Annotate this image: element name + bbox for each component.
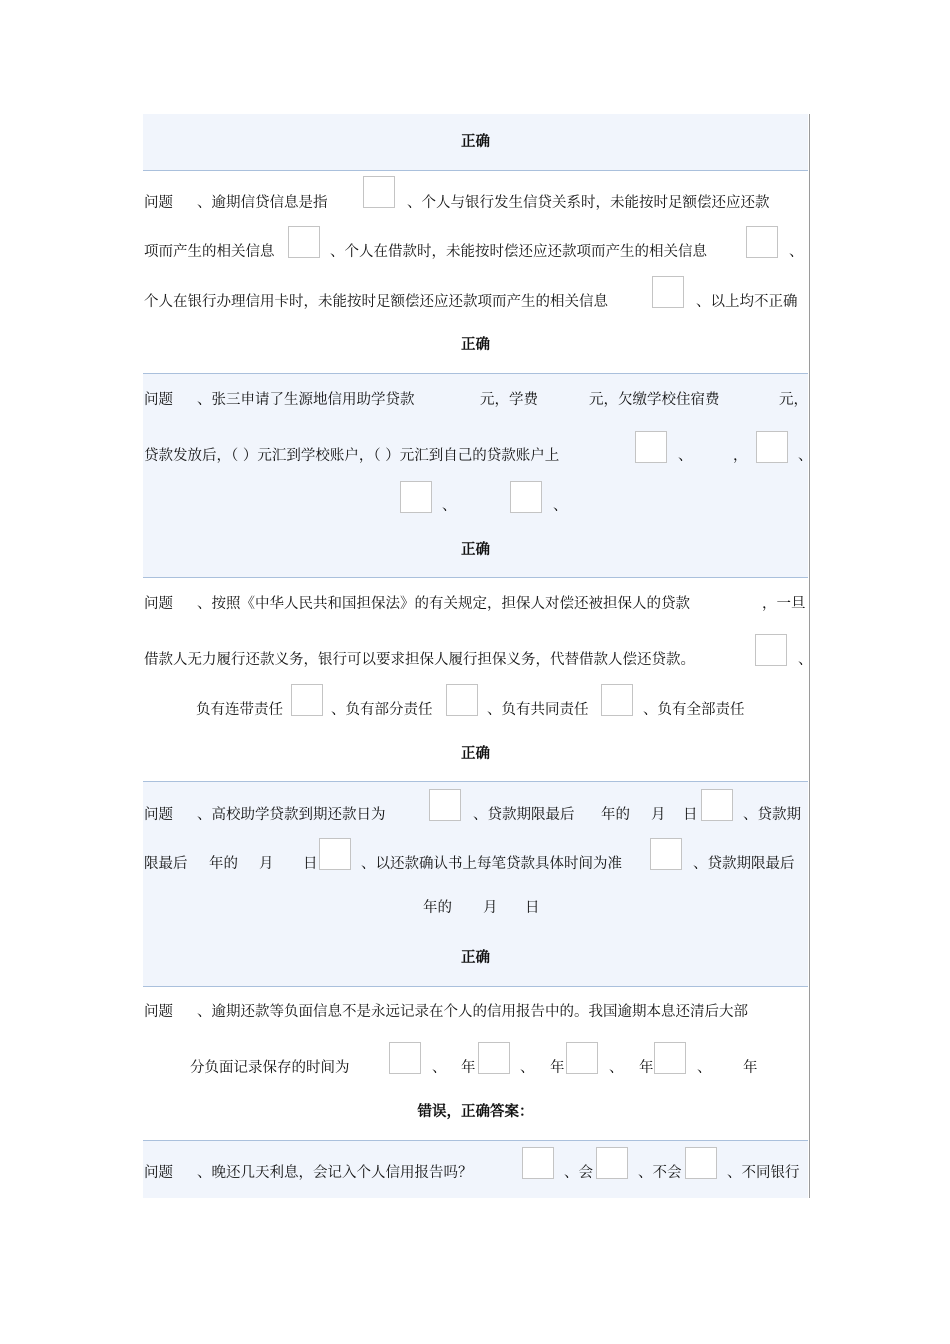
option-text: 、不同银行 xyxy=(727,1165,800,1181)
question-text: 、逾期信贷信息是指 xyxy=(197,195,328,211)
option-radio[interactable] xyxy=(596,1147,628,1179)
option-text: 、负有全部责任 xyxy=(643,702,745,718)
question-text: 、晚还几天利息，会记入个人信用报告吗？ xyxy=(197,1165,473,1181)
question-label: 问题 xyxy=(144,195,173,211)
option-radio[interactable] xyxy=(288,226,320,258)
option-text: 月 xyxy=(651,807,666,823)
option-text: 、个人与银行发生信贷关系时，未能按时足额偿还应还款 xyxy=(407,195,770,211)
question-text: 分负面记录保存的时间为 xyxy=(190,1060,350,1076)
option-radio[interactable] xyxy=(635,431,667,463)
question-label: 问题 xyxy=(144,392,173,408)
option-radio[interactable] xyxy=(363,176,395,208)
option-text: 、 xyxy=(678,448,693,464)
option-text: 、贷款期限最后 xyxy=(693,856,795,872)
option-radio[interactable] xyxy=(389,1042,421,1074)
option-text: 年的 xyxy=(209,856,238,872)
option-text: 个人在银行办理信用卡时，未能按时足额偿还应还款项而产生的相关信息 xyxy=(144,294,608,310)
option-radio[interactable] xyxy=(756,431,788,463)
option-text: 日 xyxy=(525,900,540,916)
option-text: 、贷款期限最后 xyxy=(473,807,575,823)
option-radio[interactable] xyxy=(601,684,633,716)
option-text: 年的 xyxy=(423,900,452,916)
option-radio[interactable] xyxy=(654,1042,686,1074)
option-text: ， xyxy=(733,448,748,464)
option-text: 日 xyxy=(303,856,318,872)
option-radio[interactable] xyxy=(650,838,682,870)
result-label: 正确 xyxy=(461,746,490,762)
option-radio[interactable] xyxy=(510,481,542,513)
question-text: 元，欠缴学校住宿费 xyxy=(589,392,720,408)
option-text: 、 xyxy=(520,1060,535,1076)
result-label: 正确 xyxy=(461,542,490,558)
option-radio[interactable] xyxy=(755,634,787,666)
question-label: 问题 xyxy=(144,596,173,612)
option-text: 、 xyxy=(697,1060,712,1076)
question-text: 、按照《中华人民共和国担保法》的有关规定，担保人对偿还被担保人的贷款 xyxy=(197,596,690,612)
option-text: 、负有部分责任 xyxy=(331,702,433,718)
option-text: 、负有共同责任 xyxy=(487,702,589,718)
option-radio[interactable] xyxy=(522,1147,554,1179)
option-text: 、会 xyxy=(564,1165,593,1181)
option-text: 负有连带责任 xyxy=(196,702,283,718)
option-text: 项而产生的相关信息 xyxy=(144,244,275,260)
question-text: 、张三申请了生源地信用助学贷款 xyxy=(197,392,415,408)
option-radio[interactable] xyxy=(400,481,432,513)
option-text: 年 xyxy=(639,1060,654,1076)
option-text: 、不会 xyxy=(638,1165,682,1181)
question-label: 问题 xyxy=(144,807,173,823)
option-text: 年的 xyxy=(601,807,630,823)
option-text: 限最后 xyxy=(144,856,188,872)
question-text: 元， xyxy=(779,392,808,408)
option-text: 日 xyxy=(683,807,698,823)
quiz-results-panel xyxy=(143,114,813,1198)
option-radio[interactable] xyxy=(319,838,351,870)
option-text: 、 xyxy=(609,1060,624,1076)
question-text: ，一旦 xyxy=(762,596,806,612)
option-text: 、 xyxy=(553,498,568,514)
option-text: 、以还款确认书上每笔贷款具体时间为准 xyxy=(361,856,622,872)
option-text: 、贷款期 xyxy=(743,807,801,823)
result-label: 正确 xyxy=(461,134,490,150)
option-radio[interactable] xyxy=(652,276,684,308)
question-label: 问题 xyxy=(144,1165,173,1181)
option-text: 、 xyxy=(432,1060,447,1076)
option-text: 、 xyxy=(442,498,457,514)
option-text: 、 xyxy=(798,652,813,668)
option-radio[interactable] xyxy=(685,1147,717,1179)
result-label: 正确 xyxy=(461,950,490,966)
option-text: 、以上均不正确 xyxy=(696,294,798,310)
option-text: 月 xyxy=(483,900,498,916)
option-radio[interactable] xyxy=(701,789,733,821)
result-label: 正确 xyxy=(461,337,490,353)
option-text: 、 xyxy=(789,244,804,260)
question-text: 借款人无力履行还款义务，银行可以要求担保人履行担保义务，代替借款人偿还贷款。 xyxy=(144,652,695,668)
option-text: 月 xyxy=(259,856,274,872)
option-text: 、个人在借款时，未能按时偿还应还款项而产生的相关信息 xyxy=(330,244,707,260)
option-radio[interactable] xyxy=(746,226,778,258)
question-text: 、高校助学贷款到期还款日为 xyxy=(197,807,386,823)
question-text: 元，学费 xyxy=(480,392,538,408)
result-label: 错误，正确答案： xyxy=(417,1104,534,1120)
question-text: 贷款发放后，（ ）元汇到学校账户，（ ）元汇到自己的贷款账户上 xyxy=(144,448,560,464)
option-radio[interactable] xyxy=(446,684,478,716)
option-radio[interactable] xyxy=(291,684,323,716)
option-text: 年 xyxy=(550,1060,565,1076)
option-radio[interactable] xyxy=(566,1042,598,1074)
question-label: 问题 xyxy=(144,1004,173,1020)
option-radio[interactable] xyxy=(429,789,461,821)
option-text: 年 xyxy=(743,1060,758,1076)
question-text: 、逾期还款等负面信息不是永远记录在个人的信用报告中的。我国逾期本息还清后大部 xyxy=(197,1004,748,1020)
option-text: 、 xyxy=(798,448,813,464)
option-radio[interactable] xyxy=(478,1042,510,1074)
option-text: 年 xyxy=(461,1060,476,1076)
